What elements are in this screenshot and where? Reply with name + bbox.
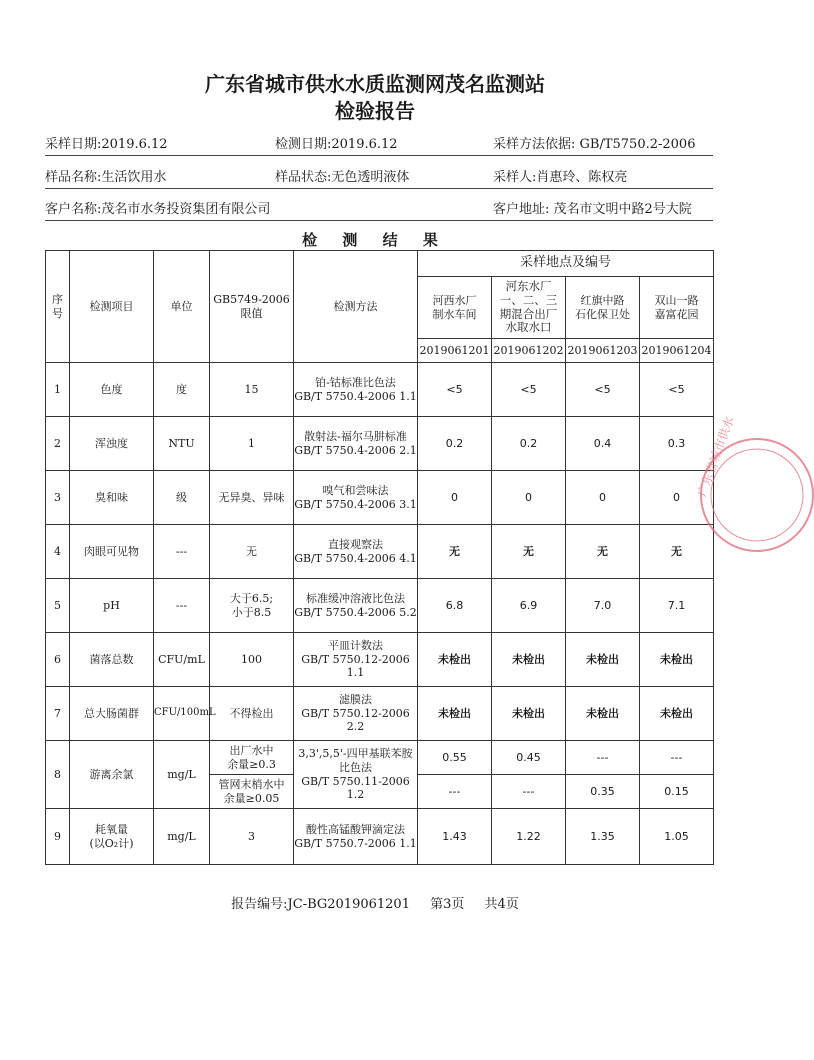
row-value: 0 <box>492 471 566 525</box>
row-item: 浑浊度 <box>70 417 154 471</box>
row-item: 总大肠菌群 <box>70 687 154 741</box>
row-value: 0.3 <box>640 417 714 471</box>
row-value: 未检出 <box>640 687 714 741</box>
row-value: 0.4 <box>566 417 640 471</box>
table-row-oxygen <box>46 809 714 865</box>
row-value: --- <box>418 775 492 809</box>
page-total: 共4页 <box>484 897 519 912</box>
row-unit: mg/L <box>154 741 210 809</box>
row-value: 0 <box>418 471 492 525</box>
row-value: --- <box>640 741 714 775</box>
header-method: 检测方法 <box>294 251 418 363</box>
row-value: <5 <box>418 363 492 417</box>
header-limit: GB5749-2006 限值 <box>210 251 294 363</box>
row-limit: 100 <box>210 633 294 687</box>
row-value: <5 <box>640 363 714 417</box>
row-limit: 不得检出 <box>210 687 294 741</box>
row-value: 无 <box>566 525 640 579</box>
header-unit: 单位 <box>154 251 210 363</box>
site-name-1: 河西水厂 制水车间 <box>418 277 492 339</box>
row-limit: 3 <box>210 809 294 865</box>
row-limit-factory: 出厂水中 余量≥0.3 <box>210 741 294 775</box>
row-method: 滤膜法 GB/T 5750.12-2006 2.2 <box>294 687 418 741</box>
results-heading: 检 测 结 果 <box>302 231 448 249</box>
row-no: 2 <box>46 417 70 471</box>
client-address: 客户地址: 茂名市文明中路2号大院 <box>493 202 692 217</box>
row-value: 0.35 <box>566 775 640 809</box>
row-unit: CFU/100mL <box>154 687 210 741</box>
row-method: 3,3',5,5'-四甲基联苯胺 比色法 GB/T 5750.11-2006 1.2 <box>294 741 418 809</box>
row-value: 无 <box>418 525 492 579</box>
row-value: 0.55 <box>418 741 492 775</box>
row-value: 1.05 <box>640 809 714 865</box>
row-method: 直接观察法 GB/T 5750.4-2006 4.1 <box>294 525 418 579</box>
row-value: 7.1 <box>640 579 714 633</box>
row-limit: 1 <box>210 417 294 471</box>
row-value: 6.8 <box>418 579 492 633</box>
row-item: 游离余氯 <box>70 741 154 809</box>
table-row <box>46 417 714 471</box>
row-value: --- <box>492 775 566 809</box>
report-footer <box>0 893 750 912</box>
table-row <box>46 525 714 579</box>
sample-name: 样品名称:生活饮用水 <box>45 170 167 185</box>
svg-text:广东省城市供水: 广东省城市供水 <box>694 414 737 499</box>
header-seq: 序 号 <box>46 251 70 363</box>
row-limit: 15 <box>210 363 294 417</box>
row-no: 3 <box>46 471 70 525</box>
row-no: 9 <box>46 809 70 865</box>
sampling-date: 采样日期:2019.6.12 <box>45 137 168 152</box>
row-value: 未检出 <box>492 633 566 687</box>
row-method: 嗅气和尝味法 GB/T 5750.4-2006 3.1 <box>294 471 418 525</box>
table-row <box>46 363 714 417</box>
row-value: 未检出 <box>418 687 492 741</box>
row-value: 0 <box>640 471 714 525</box>
row-method: 散射法-福尔马肼标准 GB/T 5750.4-2006 2.1 <box>294 417 418 471</box>
row-no: 4 <box>46 525 70 579</box>
meta-row-sample <box>45 164 713 189</box>
sampler: 采样人:肖惠玲、陈权亮 <box>493 170 628 185</box>
row-unit: CFU/mL <box>154 633 210 687</box>
row-value: 0.15 <box>640 775 714 809</box>
row-value: 1.43 <box>418 809 492 865</box>
site-code-4: 2019061204 <box>640 339 714 363</box>
row-value: 无 <box>640 525 714 579</box>
row-unit: --- <box>154 579 210 633</box>
site-name-3: 红旗中路 石化保卫处 <box>566 277 640 339</box>
site-code-2: 2019061202 <box>492 339 566 363</box>
row-method: 铂-钴标准比色法 GB/T 5750.4-2006 1.1 <box>294 363 418 417</box>
report-title: 广东省城市供水水质监测网茂名监测站 <box>205 72 545 96</box>
header-sites-group: 采样地点及编号 <box>418 251 714 277</box>
row-value: 0.2 <box>492 417 566 471</box>
report-subtitle: 检验报告 <box>335 99 415 123</box>
row-item: 菌落总数 <box>70 633 154 687</box>
table-row <box>46 471 714 525</box>
row-limit: 无 <box>210 525 294 579</box>
table-row <box>46 633 714 687</box>
meta-row-dates <box>45 131 713 156</box>
row-method: 平皿计数法 GB/T 5750.12-2006 1.1 <box>294 633 418 687</box>
row-method: 酸性高锰酸钾滴定法 GB/T 5750.7-2006 1.1 <box>294 809 418 865</box>
row-limit: 无异臭、异味 <box>210 471 294 525</box>
meta-row-client <box>45 196 713 221</box>
row-value: 未检出 <box>566 633 640 687</box>
sample-state: 样品状态:无色透明液体 <box>275 170 410 185</box>
table-row <box>46 687 714 741</box>
header-item: 检测项目 <box>70 251 154 363</box>
row-value: 1.22 <box>492 809 566 865</box>
row-limit: 大于6.5; 小于8.5 <box>210 579 294 633</box>
row-value: <5 <box>566 363 640 417</box>
row-value: 7.0 <box>566 579 640 633</box>
site-name-2: 河东水厂 一、二、三 期混合出厂 水取水口 <box>492 277 566 339</box>
row-value: 1.35 <box>566 809 640 865</box>
row-method: 标准缓冲溶液比色法 GB/T 5750.4-2006 5.2 <box>294 579 418 633</box>
client-name: 客户名称:茂名市水务投资集团有限公司 <box>45 202 271 217</box>
row-value: 0.45 <box>492 741 566 775</box>
row-value: --- <box>566 741 640 775</box>
row-unit: --- <box>154 525 210 579</box>
row-value: 0 <box>566 471 640 525</box>
site-name-4: 双山一路 嘉富花园 <box>640 277 714 339</box>
row-no: 5 <box>46 579 70 633</box>
row-value: 无 <box>492 525 566 579</box>
row-limit-network: 管网末梢水中 余量≥0.05 <box>210 775 294 809</box>
row-unit: 级 <box>154 471 210 525</box>
sampling-basis: 采样方法依据: GB/T5750.2-2006 <box>493 137 696 152</box>
row-item: 耗氧量 (以O₂计) <box>70 809 154 865</box>
row-no: 1 <box>46 363 70 417</box>
row-value: <5 <box>492 363 566 417</box>
site-code-3: 2019061203 <box>566 339 640 363</box>
test-date: 检测日期:2019.6.12 <box>275 137 398 152</box>
row-unit: mg/L <box>154 809 210 865</box>
row-value: 未检出 <box>492 687 566 741</box>
row-item: pH <box>70 579 154 633</box>
table-row-chlorine-a <box>46 741 714 775</box>
site-code-1: 2019061201 <box>418 339 492 363</box>
row-item: 臭和味 <box>70 471 154 525</box>
row-unit: 度 <box>154 363 210 417</box>
row-value: 0.2 <box>418 417 492 471</box>
page-number: 第3页 <box>430 897 465 912</box>
official-seal-stamp <box>694 414 814 552</box>
row-value: 未检出 <box>418 633 492 687</box>
row-unit: NTU <box>154 417 210 471</box>
results-table <box>45 250 714 865</box>
row-value: 未检出 <box>640 633 714 687</box>
report-number: 报告编号:JC-BG2019061201 <box>231 897 410 912</box>
row-no: 7 <box>46 687 70 741</box>
row-no: 8 <box>46 741 70 809</box>
row-value: 未检出 <box>566 687 640 741</box>
row-item: 肉眼可见物 <box>70 525 154 579</box>
table-row <box>46 579 714 633</box>
row-no: 6 <box>46 633 70 687</box>
row-item: 色度 <box>70 363 154 417</box>
row-value: 6.9 <box>492 579 566 633</box>
seal-icon <box>694 414 812 550</box>
